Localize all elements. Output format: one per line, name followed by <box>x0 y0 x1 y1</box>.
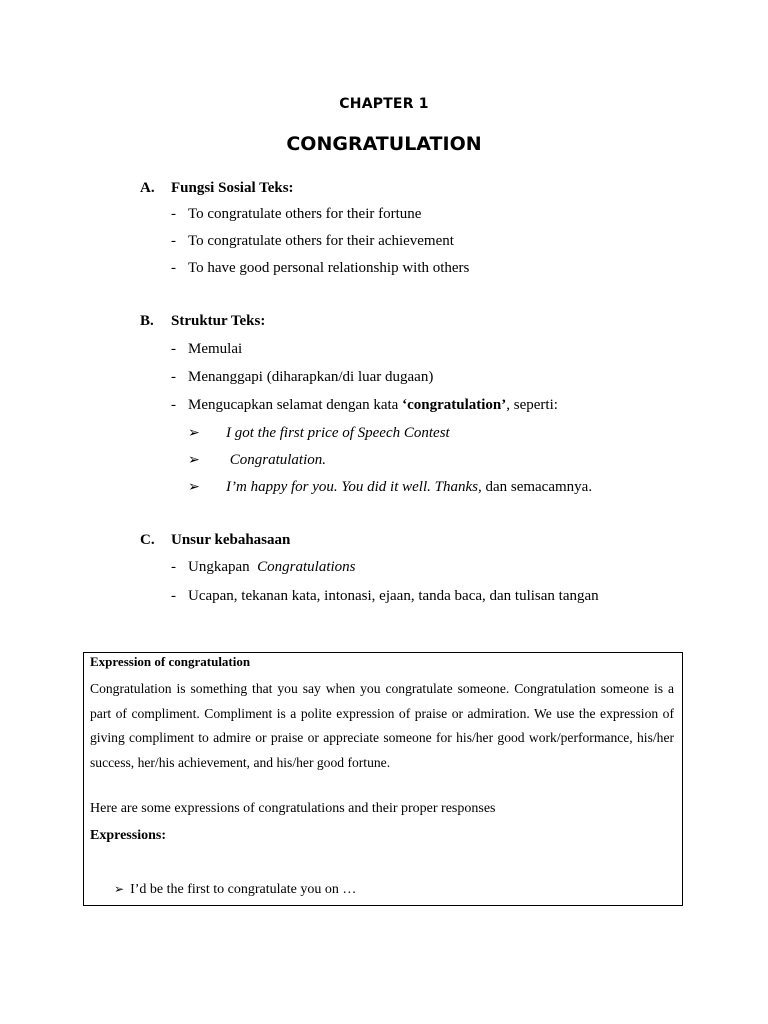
list-item-text: Memulai <box>188 341 243 357</box>
section-c-heading <box>140 531 599 549</box>
section-a-heading <box>140 179 469 197</box>
list-item-text: To have good personal relationship with others <box>188 260 470 276</box>
list-item-text-suffix: , seperti: <box>506 397 558 413</box>
arrow-bullet-icon: ➢ <box>188 425 200 441</box>
example-text: Congratulation. <box>226 452 327 468</box>
list-item <box>140 205 469 223</box>
list-item <box>140 340 592 358</box>
section-c <box>140 531 599 605</box>
example-item <box>140 451 592 469</box>
example-item <box>140 478 592 496</box>
list-item-text: Ucapan, tekanan kata, intonasi, ejaan, tanda baca, dan tulisan tangan <box>188 588 599 604</box>
example-text-italic: I’m happy for you. You did it well. Thanks, <box>226 479 482 495</box>
dash-bullet: - <box>171 233 176 249</box>
arrow-bullet-icon: ➢ <box>188 452 200 468</box>
expression-item <box>114 880 356 899</box>
dash-bullet: - <box>171 206 176 222</box>
list-item-keyword: ‘congratulation’ <box>402 397 507 413</box>
list-item-text: Menanggapi (diharapkan/di luar dugaan) <box>188 369 434 385</box>
list-item <box>140 396 592 414</box>
example-text: I got the first price of Speech Contest <box>226 425 450 441</box>
arrow-bullet-icon: ➢ <box>188 479 200 495</box>
box-intro: Here are some expressions of congratulations and their proper responses <box>90 801 496 816</box>
dash-bullet: - <box>171 588 176 604</box>
list-item-italic: Congratulations <box>257 559 356 575</box>
dash-bullet: - <box>171 369 176 385</box>
expression-text: I’d be the first to congratulate you on … <box>130 882 357 897</box>
expressions-heading: Expressions: <box>90 828 166 843</box>
list-item-text: To congratulate others for their fortune <box>188 206 422 222</box>
list-item <box>140 558 599 576</box>
page-title: CONGRATULATION <box>286 133 482 155</box>
section-c-letter: C. <box>140 532 155 548</box>
box-heading: Expression of congratulation <box>90 654 251 669</box>
arrow-bullet-icon: ➢ <box>114 882 125 896</box>
dash-bullet: - <box>171 341 176 357</box>
chapter-label: CHAPTER 1 <box>339 96 429 112</box>
box-paragraph: Congratulation is something that you say when you congratulate someone. Congratulation someone is a part of compliment. Compliment is a polite expression of praise or admiration. We use the expression of giving compliment to admire or praise or appreciate someone for his/her good work/performance, his/her success, her/his achievement, and his/her good fortune. <box>90 681 674 770</box>
dash-bullet: - <box>171 397 176 413</box>
section-b-title: Struktur Teks: <box>171 313 266 329</box>
list-item-text: To congratulate others for their achievement <box>188 233 454 249</box>
list-item-text: Ungkapan <box>188 559 258 575</box>
section-c-title: Unsur kebahasaan <box>171 532 291 548</box>
expression-box <box>83 652 683 906</box>
section-b <box>140 312 592 496</box>
list-item <box>140 259 469 277</box>
list-item <box>140 368 592 386</box>
dash-bullet: - <box>171 559 176 575</box>
list-item <box>140 587 599 605</box>
example-item <box>140 424 592 442</box>
section-b-letter: B. <box>140 313 154 329</box>
section-a-title: Fungsi Sosial Teks: <box>171 180 294 196</box>
section-a-letter: A. <box>140 180 155 196</box>
list-item <box>140 232 469 250</box>
example-text-plain: dan semacamnya. <box>481 479 593 495</box>
section-a <box>140 179 469 277</box>
list-item-text-prefix: Mengucapkan selamat dengan kata <box>188 397 403 413</box>
dash-bullet: - <box>171 260 176 276</box>
section-b-heading <box>140 312 592 330</box>
